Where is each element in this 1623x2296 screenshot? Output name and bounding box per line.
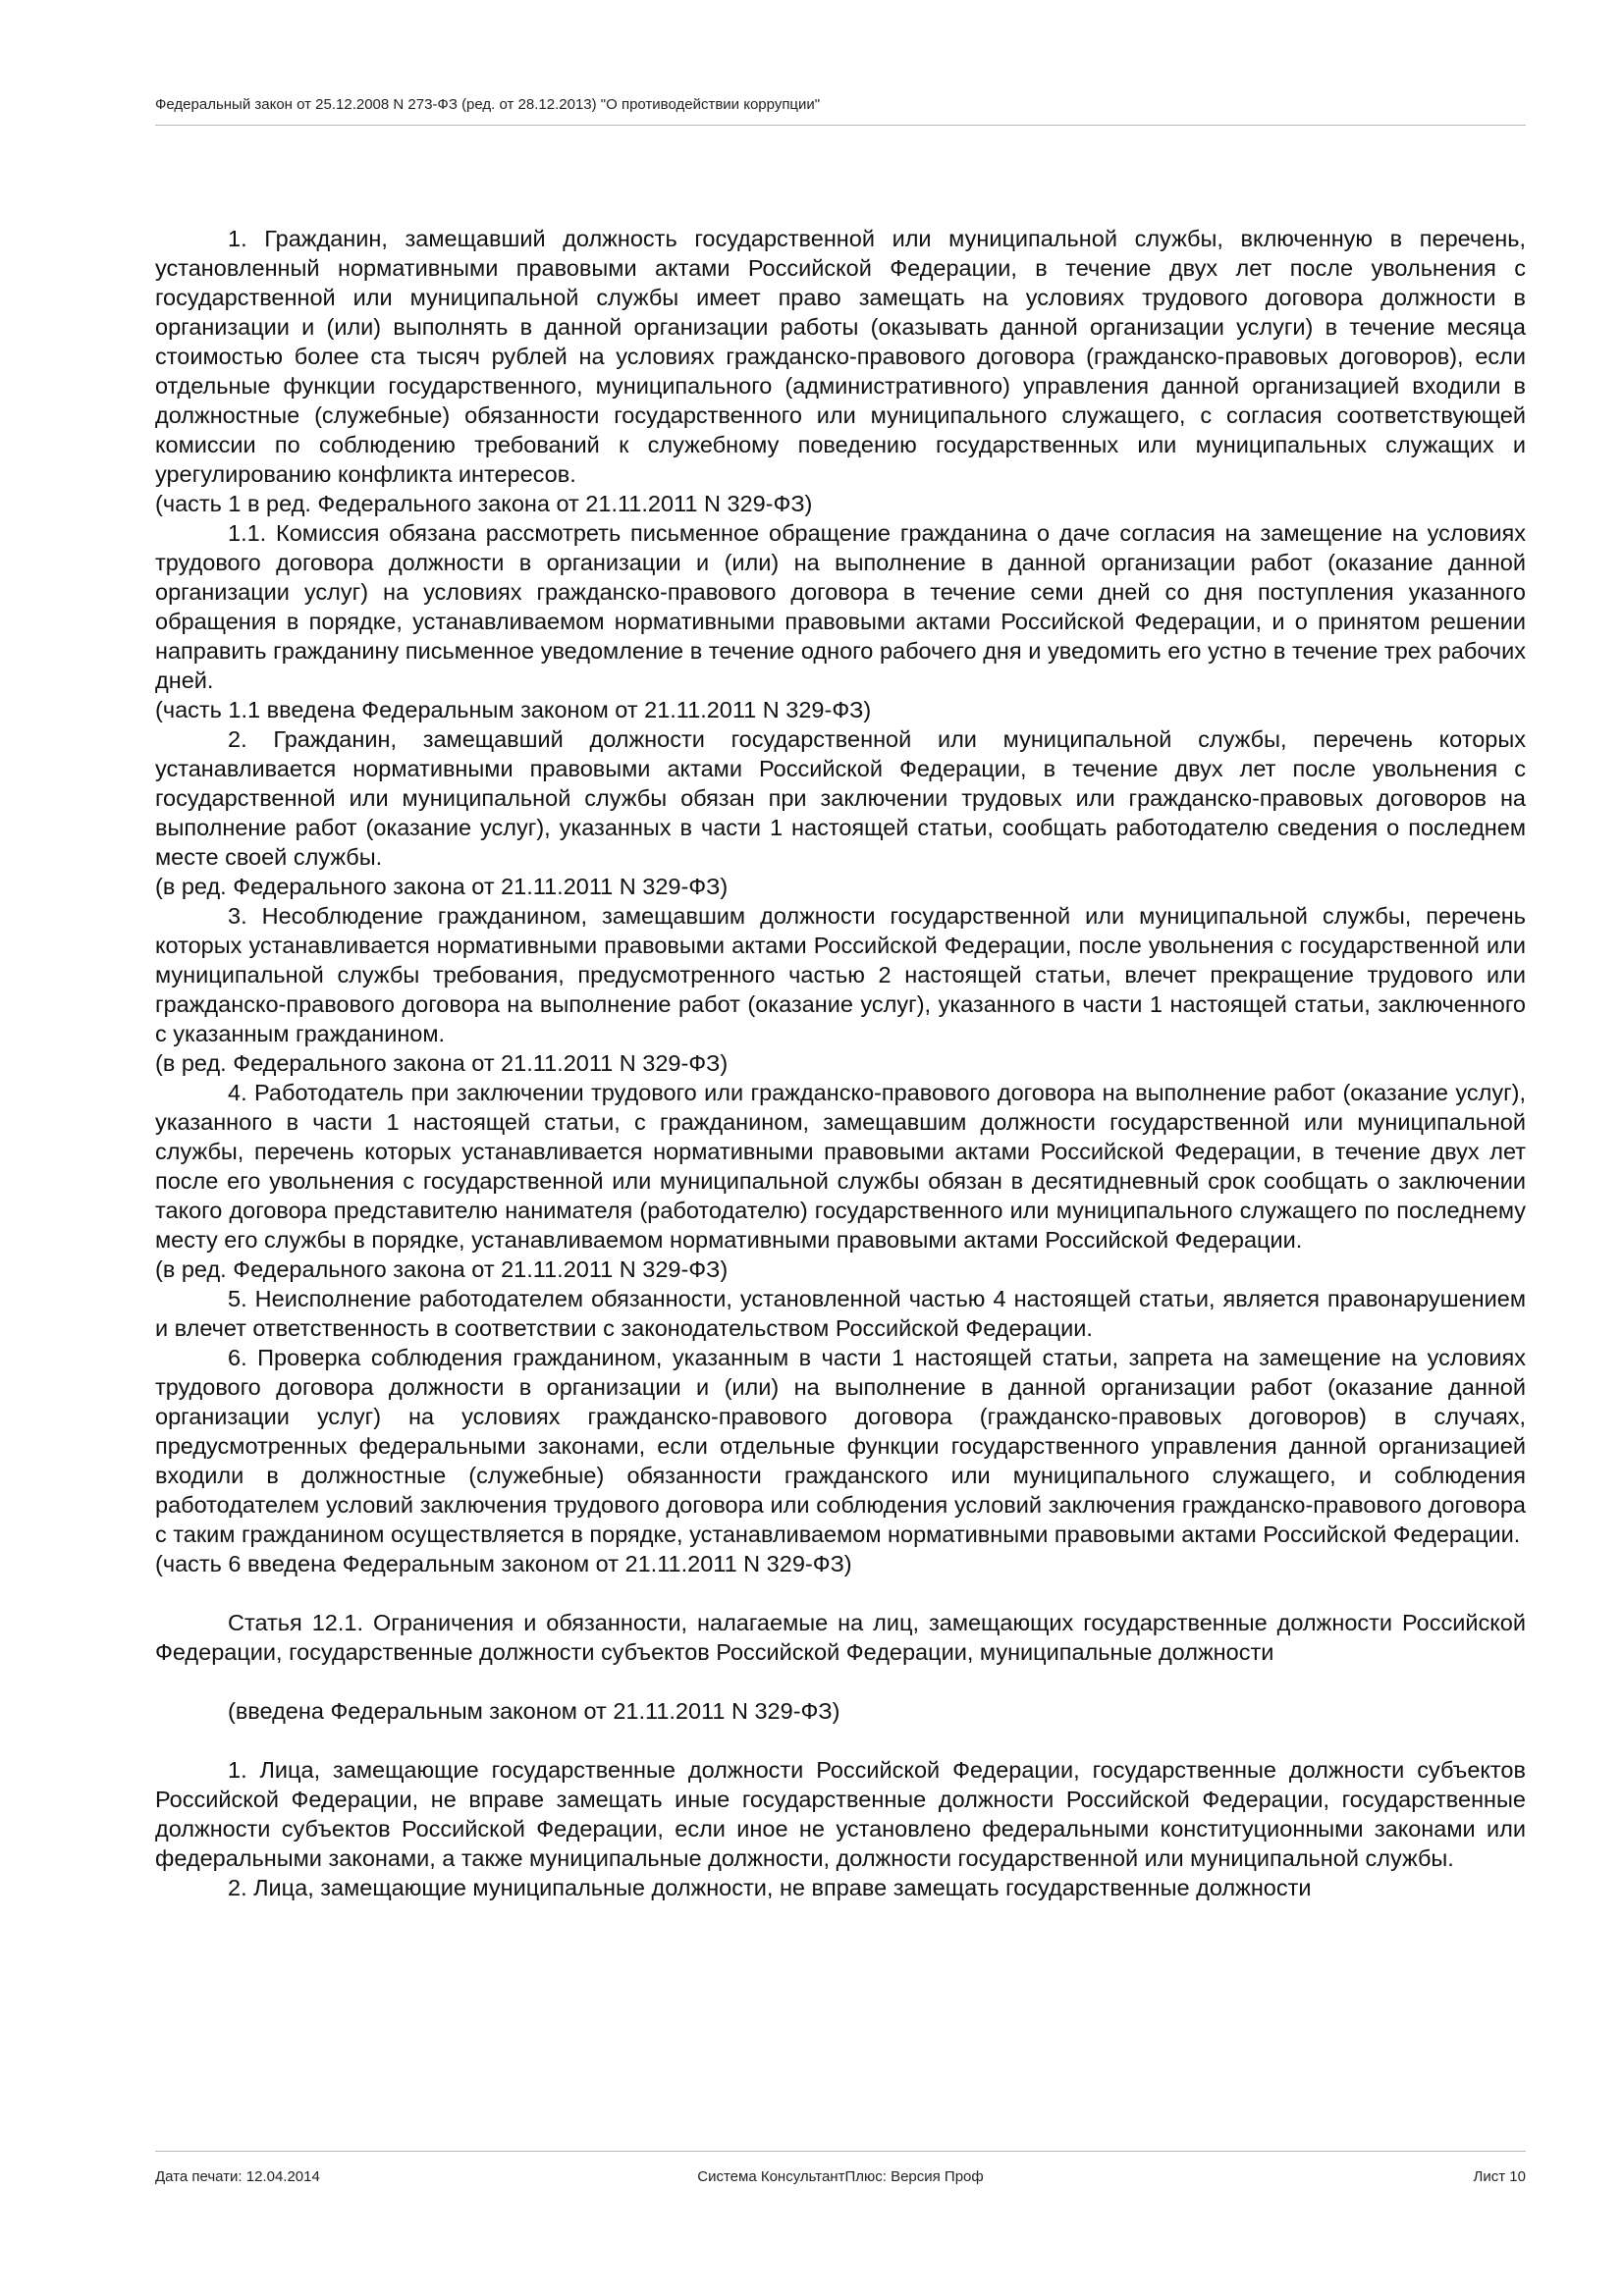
amendment-note: (в ред. Федерального закона от 21.11.2011 N 329-ФЗ) <box>155 874 729 899</box>
amendment-note: (часть 1 в ред. Федерального закона от 21.11.2011 N 329-ФЗ) <box>155 491 813 516</box>
paragraph-part-1: 1. Гражданин, замещавший должность государственной или муниципальной службы, включенную в перечень, установленный нормативными правовыми актами Российской Федерации, в течение двух лет после увольнения с государственной или муниципальной службы имеет право замещать на условиях трудового договора должности в организации и (или) выполнять в данной организации работы (оказывать данной организации услуги) в течение месяца стоимостью более ста тысяч рублей на условиях гражданско-правового договора (гражданско-правовых договоров), если отдельные функции государственного, муниципального (административного) управления данной организацией входили в должностные (служебные) обязанности государственного или муниципального служащего, с согласия соответствующей комиссии по соблюдению требований к служебному поведению государственных или муниципальных служащих и урегулированию конфликта интересов. <box>155 226 1526 487</box>
amendment-note: (часть 1.1 введена Федеральным законом от 21.11.2011 N 329-ФЗ) <box>155 697 872 722</box>
amendment-note: (часть 6 введена Федеральным законом от 21.11.2011 N 329-ФЗ) <box>155 1551 852 1576</box>
article-paragraph-1: 1. Лица, замещающие государственные должности Российской Федерации, государственные должности субъектов Российской Федерации, не вправе замещать иные государственные должности Российской Федерации, государственные должности субъектов Российской Федерации, если иное не установлено федеральными конституционными законами или федеральными законами, а также муниципальные должности, должности государственной или муниципальной службы. <box>155 1757 1526 1871</box>
paragraph-part-3: 3. Несоблюдение гражданином, замещавшим должности государственной или муниципальной службы, перечень которых устанавливается нормативными правовыми актами Российской Федерации, после увольнения с государственной или муниципальной службы требования, предусмотренного частью 2 настоящей статьи, влечет прекращение трудового или гражданско-правового договора на выполнение работ (оказание услуг), указанного в части 1 настоящей статьи, заключенного с указанным гражданином. <box>155 903 1526 1046</box>
print-date: Дата печати: 12.04.2014 <box>155 2168 320 2185</box>
system-name: Система КонсультантПлюс: Версия Проф <box>697 2168 984 2185</box>
footer-divider <box>155 2151 1526 2152</box>
amendment-note: (в ред. Федерального закона от 21.11.2011 N 329-ФЗ) <box>155 1050 729 1076</box>
page-header: Федеральный закон от 25.12.2008 N 273-ФЗ (ред. от 28.12.2013) "О противодействии коррупции" <box>155 96 821 113</box>
sheet-number: Лист 10 <box>1473 2168 1526 2185</box>
amendment-note: (в ред. Федерального закона от 21.11.2011 N 329-ФЗ) <box>155 1256 729 1282</box>
document-body <box>155 224 1526 1902</box>
paragraph-part-2: 2. Гражданин, замещавший должности государственной или муниципальной службы, перечень которых устанавливается нормативными правовыми актами Российской Федерации, в течение двух лет после увольнения с государственной или муниципальной службы обязан при заключении трудовых или гражданско-правовых договоров на выполнение работ (оказание услуг), указанных в части 1 настоящей статьи, сообщать работодателю сведения о последнем месте своей службы. <box>155 726 1526 870</box>
article-paragraph-2: 2. Лица, замещающие муниципальные должности, не вправе замещать государственные должности <box>228 1875 1312 1900</box>
article-introduced-note: (введена Федеральным законом от 21.11.2011 N 329-ФЗ) <box>228 1698 840 1724</box>
paragraph-part-4: 4. Работодатель при заключении трудового или гражданско-правового договора на выполнение работ (оказание услуг), указанного в части 1 настоящей статьи, с гражданином, замещавшим должности государственной или муниципальной службы, перечень которых устанавливается нормативными правовыми актами Российской Федерации, в течение двух лет после его увольнения с государственной или муниципальной службы обязан в десятидневный срок сообщать о заключении такого договора представителю нанимателя (работодателю) государственного или муниципального служащего по последнему месту его службы в порядке, устанавливаемом нормативными правовыми актами Российской Федерации. <box>155 1080 1526 1253</box>
paragraph-part-1-1: 1.1. Комиссия обязана рассмотреть письменное обращение гражданина о даче согласия на замещение на условиях трудового договора должности в организации и (или) на выполнение в данной организации работ (оказание данной организации услуг) на условиях гражданско-правового договора в течение семи дней со дня поступления указанного обращения в порядке, устанавливаемом нормативными правовыми актами Российской Федерации, и о принятом решении направить гражданину письменное уведомление в течение одного рабочего дня и уведомить его устно в течение трех рабочих дней. <box>155 520 1526 693</box>
paragraph-part-5: 5. Неисполнение работодателем обязанности, установленной частью 4 настоящей статьи, является правонарушением и влечет ответственность в соответствии с законодательством Российской Федерации. <box>155 1286 1526 1341</box>
article-heading: Статья 12.1. Ограничения и обязанности, налагаемые на лиц, замещающих государственные должности Российской Федерации, государственные должности субъектов Российской Федерации, муниципальные должности <box>155 1610 1526 1665</box>
header-divider <box>155 125 1526 126</box>
paragraph-part-6: 6. Проверка соблюдения гражданином, указанным в части 1 настоящей статьи, запрета на замещение на условиях трудового договора должности в организации и (или) на выполнение в данной организации работ (оказание данной организации услуг) на условиях гражданско-правового договора (гражданско-правовых договоров) в случаях, предусмотренных федеральными законами, если отдельные функции государственного управления данной организацией входили в должностные (служебные) обязанности гражданского или муниципального служащего, и соблюдения работодателем условий заключения трудового договора или соблюдения условий заключения гражданско-правового договора с таким гражданином осуществляется в порядке, устанавливаемом нормативными правовыми актами Российской Федерации. <box>155 1345 1526 1547</box>
